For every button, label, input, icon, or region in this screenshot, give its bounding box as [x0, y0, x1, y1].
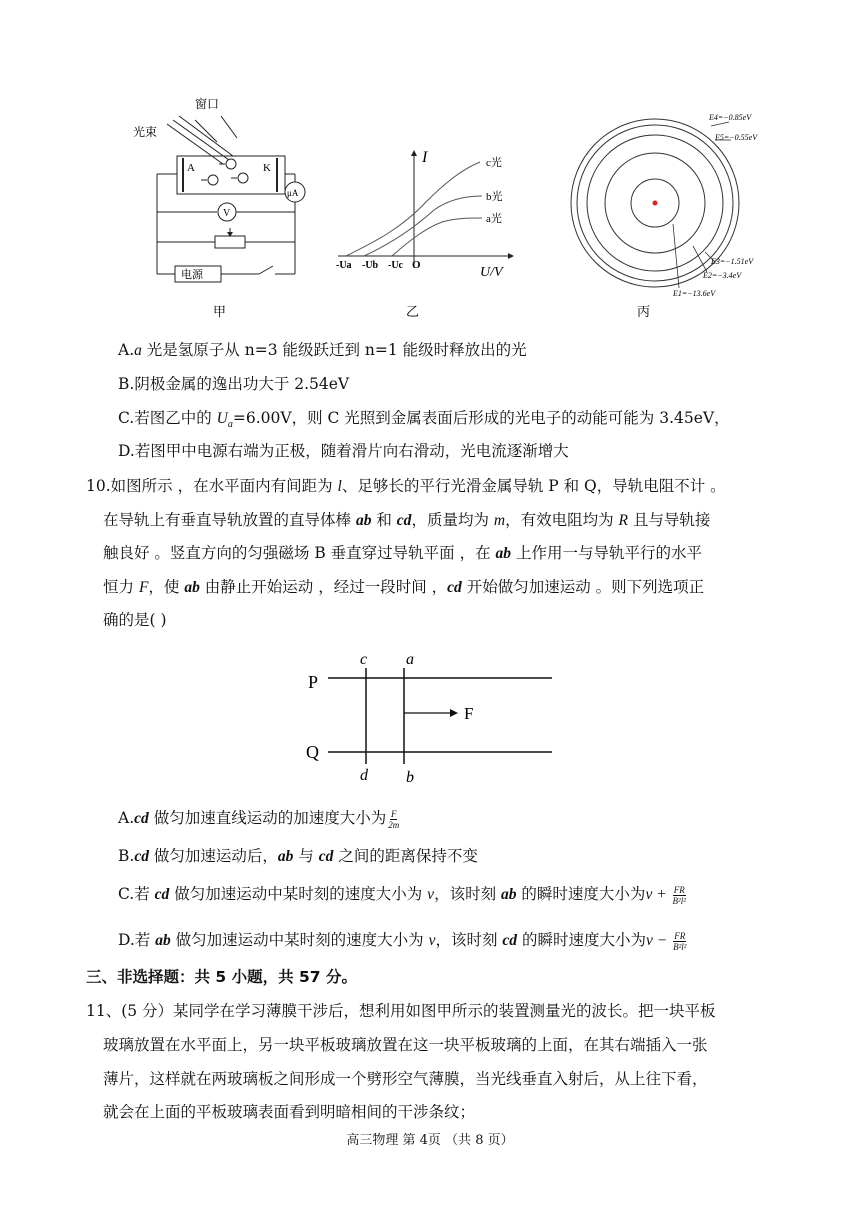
fraction-fr-b2l2: $\frac{FR}{\text{B²l²}}$	[673, 930, 687, 952]
rails-label-p: P	[308, 672, 319, 692]
yi-tick-uc: -Uc	[388, 260, 403, 271]
q9-option-a: A.a 光是氢原子从 n=3 能级跃迁到 n=1 能级时释放出的光	[118, 341, 527, 359]
q11-line-2: 玻璃放置在水平面上，另一块平板玻璃放置在这一块平板玻璃的上面，在其右端插入一张	[103, 1036, 708, 1054]
figure-rails	[300, 646, 560, 788]
rails-label-c: c	[360, 651, 368, 668]
bing-level-e3: E3=−1.51eV	[711, 257, 754, 266]
q9-option-d: D.若图甲中电源右端为正极，随着滑片向右滑动，光电流逐渐增大	[118, 442, 569, 460]
page-footer: 高三物理 第 4页 （共 8 页）	[346, 1133, 514, 1148]
q9-option-c: C.若图乙中的 $U_a=6.00V$，则 C 光照到金属表面后形成的光电子的动能可能为 3.45eV，	[118, 409, 730, 431]
q11-line-3: 薄片，这样就在两玻璃板之间形成一个劈形空气薄膜，当光线垂直入射后，从上往下看，	[103, 1070, 708, 1088]
q9-option-b: B.阴极金属的逸出功大于 2.54eV	[118, 375, 350, 393]
bing-level-e4: E4=−0.85eV	[709, 113, 752, 122]
label-A: A	[187, 162, 195, 174]
yi-origin: O	[412, 259, 421, 271]
figure-bing-energy-levels	[565, 100, 785, 322]
label-voltmeter: V	[223, 208, 231, 219]
bing-level-e1: E1=−13.6eV	[673, 289, 716, 298]
fraction-fr-b2l2: $\frac{FR}{\text{B²l²}}$	[672, 884, 686, 906]
q10-stem-line-4: 恒力 F，使 ab 由静止开始运动 ，经过一段时间 ，cd 开始做匀加速运动 。则下列选项正	[103, 578, 705, 596]
q10-option-d: D.若 ab 做匀加速运动中某时刻的速度大小为 v，该时刻 cd 的瞬时速度大小为v − $\frac{FR}{\text{B²l²}}$	[118, 930, 687, 952]
q11-line-4: 就会在上面的平板玻璃表面看到明暗相间的干涉条纹；	[103, 1103, 476, 1121]
yi-series-c: c光	[486, 157, 502, 169]
rails-label-d: d	[360, 767, 368, 784]
fraction-f-2m: $\frac{F}{2m}$	[388, 808, 400, 830]
bing-level-e5: E5=−0.55eV	[715, 133, 758, 142]
caption-jia: 甲	[213, 304, 227, 319]
q10-stem-line-2: 在导轨上有垂直导轨放置的直导体棒 ab 和 cd，质量均为 m，有效电阻均为 R 且与导轨接	[103, 511, 711, 529]
q10-stem-line-3: 触良好 。竖直方向的匀强磁场 B 垂直穿过导轨平面 ，在 ab 上作用一与导轨平行的水平	[103, 544, 702, 562]
section-3-heading: 三、非选择题：共 5 小题，共 57 分。	[86, 968, 357, 986]
yi-xlabel: U/V	[480, 265, 503, 280]
q10-option-a: A.cd 做匀加速直线运动的加速度大小为 $\frac{F}{2m}$	[118, 808, 400, 830]
yi-series-a: a光	[486, 213, 502, 225]
label-K: K	[263, 162, 271, 174]
caption-yi: 乙	[406, 304, 420, 319]
label-microammeter: μA	[287, 188, 299, 198]
q10-option-c: C.若 cd 做匀加速运动中某时刻的速度大小为 v，该时刻 ab 的瞬时速度大小为v + $\frac{FR}{\text{B²l²}}$	[118, 884, 686, 906]
figure-jia-circuit	[125, 92, 325, 322]
q11-line-1: 11、(5 分）某同学在学习薄膜干涉后，想利用如图甲所示的装置测量光的波长。把一块平板	[86, 1002, 716, 1020]
q10-stem-line-5: 确的是( )	[103, 611, 167, 629]
yi-tick-ub: -Ub	[362, 260, 379, 271]
bing-level-e2: E2=−3.4eV	[703, 271, 742, 280]
yi-ylabel: I	[422, 149, 428, 166]
figure-yi-iu-graph	[330, 140, 530, 322]
label-beam: 光束	[133, 125, 158, 139]
q10-stem-line-1: 10.如图所示 ，在水平面内有间距为 l、足够长的平行光滑金属导轨 P 和 Q，导轨电阻不计 。	[86, 477, 726, 495]
label-power: 电源	[181, 269, 203, 281]
yi-tick-ua: -Ua	[336, 260, 352, 271]
rails-label-a: a	[406, 651, 414, 668]
rails-label-q: Q	[306, 742, 319, 762]
label-window: 窗口	[195, 97, 220, 111]
caption-bing: 丙	[637, 304, 651, 319]
rails-label-b: b	[406, 769, 414, 786]
yi-series-b: b光	[486, 191, 503, 203]
q10-option-b: B.cd 做匀加速运动后，ab 与 cd 之间的距离保持不变	[118, 847, 478, 865]
rails-label-force: F	[464, 704, 474, 723]
